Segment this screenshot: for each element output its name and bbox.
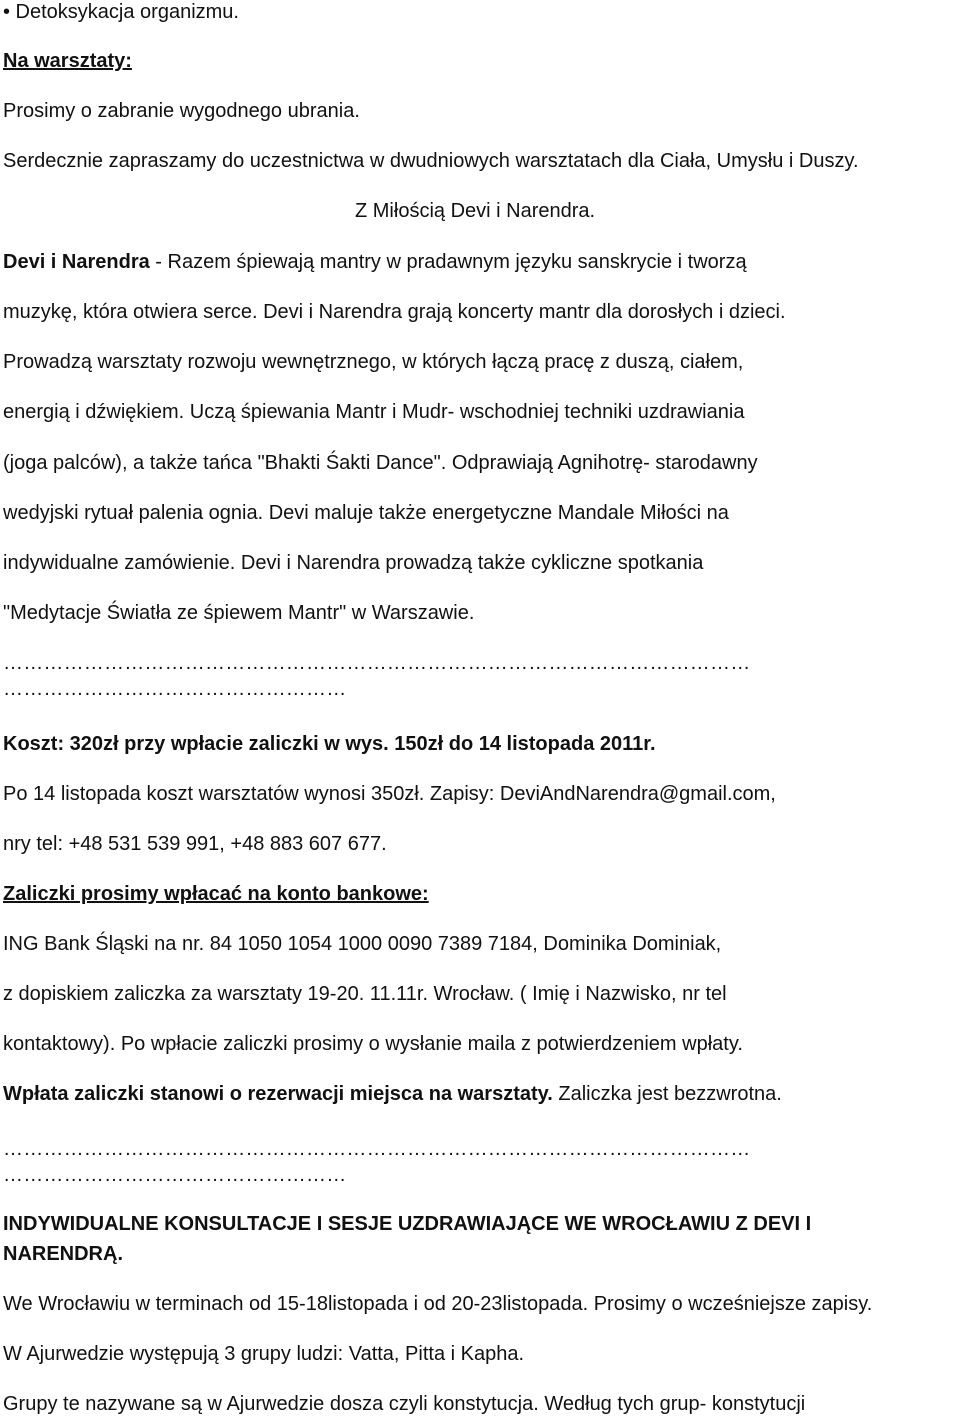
reservation-bold: Wpłata zaliczki stanowi o rezerwacji miejsca na warsztaty. [3,1083,553,1105]
dots-separator-1a: ………………………………………………………………………………………………… [3,652,751,674]
bullet-detox: • Detoksykacja organizmu. [3,1,239,23]
bank-heading: Zaliczki prosimy wpłacać na konto bankowe: [3,883,429,905]
cost-line: Koszt: 320zł przy wpłacie zaliczki w wys. 150zł do 14 listopada 2011r. [3,733,656,755]
warsztaty-heading: Na warsztaty: [3,50,132,72]
signature-line: Z Miłością Devi i Narendra. [355,200,596,222]
bio-line-2: muzykę, która otwiera serce. Devi i Narendra grają koncerty mantr dla dorosłych i dzieci. [3,301,786,323]
reservation-rest: Zaliczka jest bezzwrotna. [552,1083,782,1105]
reservation-line [3,1082,782,1106]
transfer-note-line: z dopiskiem zaliczka za warsztaty 19-20. 11.11r. Wrocław. ( Imię i Nazwisko, nr tel [3,983,727,1005]
bio-names-bold: Devi i Narendra [3,251,150,273]
ayurveda-line-2: Grupy te nazywane są w Ajurwedzie dosza czyli konstytucja. Według tych grup- konstytucji [3,1393,806,1415]
invite-line: Serdecznie zapraszamy do uczestnictwa w dwudniowych warsztatach dla Ciała, Umysłu i Duszy. [3,150,859,172]
clothes-note: Prosimy o zabranie wygodnego ubrania. [3,100,360,122]
bio-line-7: indywidualne zamówienie. Devi i Narendra prowadzą także cykliczne spotkania [3,552,704,574]
phone-line: nry tel: +48 531 539 991, +48 883 607 677. [3,833,387,855]
bio-line-1 [3,250,747,274]
bio-line-1-rest: - Razem śpiewają mantry w pradawnym języku sanskrycie i tworzą [149,251,747,273]
bio-line-3: Prowadzą warsztaty rozwoju wewnętrznego, w których łączą pracę z duszą, ciałem, [3,351,744,373]
bio-line-6: wedyjski rytuał palenia ognia. Devi maluje także energetyczne Mandale Miłości na [3,502,729,524]
consultation-heading-1: INDYWIDUALNE KONSULTACJE I SESJE UZDRAWIAJĄCE WE WROCŁAWIU Z DEVI I [3,1213,812,1235]
contact-line: kontaktowy). Po wpłacie zaliczki prosimy o wysłanie maila z potwierdzeniem wpłaty. [3,1033,743,1055]
dots-separator-1b: …………………………………………… [3,678,347,700]
dots-separator-2a: ………………………………………………………………………………………………… [3,1138,751,1160]
dots-separator-2b: …………………………………………… [3,1164,347,1186]
ayurveda-line-1: W Ajurwedzie występują 3 grupy ludzi: Vatta, Pitta i Kapha. [3,1343,525,1365]
bio-line-4: energią i dźwiękiem. Uczą śpiewania Mantr i Mudr- wschodniej techniki uzdrawiania [3,401,745,423]
bank-account-line: ING Bank Śląski na nr. 84 1050 1054 1000 0090 7389 7184, Dominika Dominiak, [3,933,722,955]
bio-line-8: "Medytacje Światła ze śpiewem Mantr" w Warszawie. [3,602,475,624]
cost-after-line: Po 14 listopada koszt warsztatów wynosi 350zł. Zapisy: DeviAndNarendra@gmail.com, [3,783,776,805]
wroclaw-terms-line: We Wrocławiu w terminach od 15-18listopada i od 20-23listopada. Prosimy o wcześniejsze zapisy. [3,1293,873,1315]
consultation-heading-2: NARENDRĄ. [3,1243,123,1265]
bio-line-5: (joga palców), a także tańca "Bhakti Śakti Dance". Odprawiają Agnihotrę- starodawny [3,452,758,474]
